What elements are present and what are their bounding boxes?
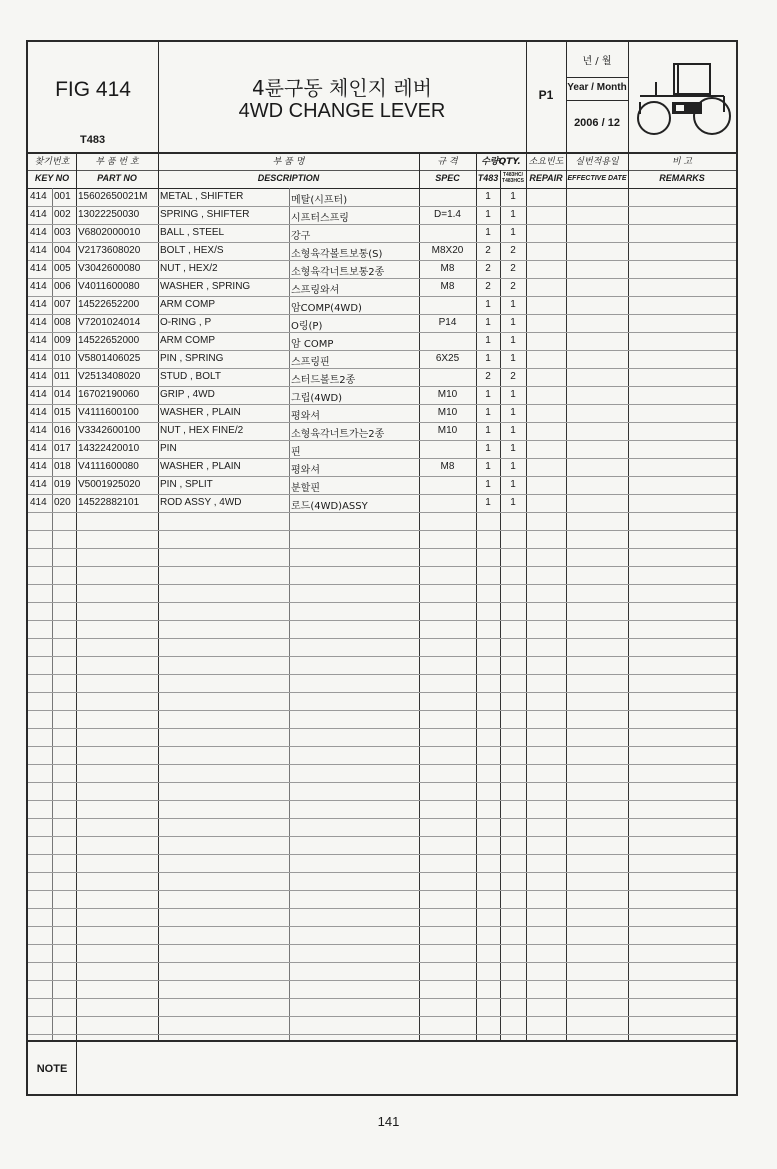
table-row <box>28 188 736 207</box>
empty-table-row <box>28 890 736 909</box>
cell-key: 018 <box>54 461 71 472</box>
cell-q1: 1 <box>485 389 491 400</box>
cell-q1: 1 <box>485 407 491 418</box>
empty-table-row <box>28 836 736 855</box>
cell-desc-ko: 소형육각너트보통2종 <box>291 267 385 278</box>
table-row <box>28 476 736 495</box>
note-section <box>28 1040 736 1096</box>
cell-desc-en: STUD , BOLT <box>160 371 221 382</box>
cell-key: 011 <box>54 371 70 382</box>
cell-fig: 414 <box>30 371 47 382</box>
cell-q2: 1 <box>510 389 516 400</box>
year-month-label-en: Year / Month <box>567 82 627 93</box>
tractor-icon <box>632 52 732 140</box>
cell-key: 010 <box>54 353 71 364</box>
header-part-no: PART NO <box>97 173 137 183</box>
table-row <box>28 458 736 477</box>
cell-desc-ko: 분할핀 <box>291 483 320 494</box>
cell-desc-en: O-RING , P <box>160 317 212 328</box>
cell-fig: 414 <box>30 443 47 454</box>
header-qty-t483hc: T483HC/ T483HCS <box>502 172 524 184</box>
page-reference: P1 <box>538 88 554 102</box>
cell-part: V2513408020 <box>78 371 141 382</box>
empty-table-row <box>28 710 736 729</box>
cell-q1: 1 <box>485 227 491 238</box>
cell-key: 003 <box>54 227 71 238</box>
cell-spec: D=1.4 <box>434 209 461 220</box>
cell-fig: 414 <box>30 209 47 220</box>
header-desc-ko: 부 품 명 <box>272 157 305 167</box>
cell-part: V4111600100 <box>78 407 139 418</box>
header-eff-ko: 실번적용일 <box>575 157 619 167</box>
cell-desc-en: ROD ASSY , 4WD <box>160 497 242 508</box>
table-row <box>28 368 736 387</box>
cell-q2: 1 <box>510 317 516 328</box>
empty-table-row <box>28 1016 736 1035</box>
empty-table-row <box>28 638 736 657</box>
cell-part: V5801406025 <box>78 353 141 364</box>
table-row <box>28 350 736 369</box>
cell-fig: 414 <box>30 335 47 346</box>
header-key-no: KEY NO <box>34 173 70 183</box>
cell-spec: M8 <box>440 281 455 292</box>
empty-table-row <box>28 764 736 783</box>
page-number: 141 <box>377 1114 400 1129</box>
header-qty-t483: T483 <box>477 173 499 183</box>
cell-part: 14322420010 <box>78 443 140 454</box>
cell-key: 007 <box>54 299 71 310</box>
cell-key: 014 <box>54 389 71 400</box>
table-row <box>28 404 736 423</box>
cell-desc-en: PIN , SPRING <box>160 353 224 364</box>
cell-q2: 1 <box>510 227 516 238</box>
cell-key: 016 <box>54 425 71 436</box>
header-remarks-ko: 비 고 <box>671 157 693 167</box>
empty-table-row <box>28 530 736 549</box>
cell-q2: 1 <box>510 299 516 310</box>
cell-fig: 414 <box>30 461 47 472</box>
cell-desc-en: NUT , HEX FINE/2 <box>160 425 244 436</box>
cell-desc-ko: 강구 <box>291 231 311 242</box>
cell-q2: 1 <box>510 461 516 472</box>
header-part-ko: 부 품 번 호 <box>95 157 139 167</box>
cell-part: V5001925020 <box>78 479 141 490</box>
table-row <box>28 224 736 243</box>
cell-q2: 1 <box>510 209 516 220</box>
cell-key: 017 <box>54 443 71 454</box>
table-row <box>28 440 736 459</box>
empty-table-row <box>28 818 736 837</box>
cell-q2: 1 <box>510 425 516 436</box>
cell-fig: 414 <box>30 425 47 436</box>
table-row <box>28 206 736 225</box>
cell-q1: 1 <box>485 479 491 490</box>
cell-q1: 1 <box>485 299 491 310</box>
cell-desc-ko: 스프링핀 <box>291 357 330 368</box>
cell-desc-ko: 암COMP(4WD) <box>291 303 362 314</box>
cell-q2: 1 <box>510 191 516 202</box>
note-label: NOTE <box>36 1063 68 1075</box>
cell-q2: 1 <box>510 497 516 508</box>
cell-key: 015 <box>54 407 71 418</box>
cell-q2: 2 <box>510 371 516 382</box>
cell-desc-en: WASHER , PLAIN <box>160 407 241 418</box>
cell-desc-en: WASHER , SPRING <box>160 281 251 292</box>
empty-table-row <box>28 548 736 567</box>
cell-q2: 2 <box>510 245 516 256</box>
cell-part: V3042600080 <box>78 263 141 274</box>
cell-key: 005 <box>54 263 71 274</box>
cell-key: 009 <box>54 335 71 346</box>
header-description: DESCRIPTION <box>257 173 320 183</box>
header-qty: 수량QTY. <box>481 157 521 167</box>
empty-table-row <box>28 908 736 927</box>
figure-block <box>28 42 158 152</box>
cell-q1: 1 <box>485 497 491 508</box>
cell-q1: 1 <box>485 191 491 202</box>
title-english: 4WD CHANGE LEVER <box>238 100 446 122</box>
cell-q1: 2 <box>485 245 491 256</box>
parts-table <box>28 188 736 1040</box>
cell-fig: 414 <box>30 479 47 490</box>
cell-part: 13022250030 <box>78 209 140 220</box>
cell-q1: 2 <box>485 281 491 292</box>
cell-desc-ko: 시프터스프링 <box>291 213 349 224</box>
figure-number: FIG 414 <box>55 78 131 101</box>
cell-desc-en: ARM COMP <box>160 299 215 310</box>
header-remarks: REMARKS <box>659 173 705 183</box>
cell-desc-ko: 평와셔 <box>291 411 320 422</box>
cell-desc-en: PIN <box>160 443 177 454</box>
cell-desc-ko: 핀 <box>291 447 301 458</box>
cell-desc-en: METAL , SHIFTER <box>160 191 244 202</box>
cell-spec: P14 <box>438 317 457 328</box>
empty-table-row <box>28 872 736 891</box>
cell-fig: 414 <box>30 245 47 256</box>
cell-q2: 1 <box>510 335 516 346</box>
empty-table-row <box>28 800 736 819</box>
cell-fig: 414 <box>30 497 47 508</box>
cell-key: 006 <box>54 281 71 292</box>
cell-spec: 6X25 <box>435 353 460 364</box>
cell-fig: 414 <box>30 353 47 364</box>
cell-q1: 1 <box>485 209 491 220</box>
cell-fig: 414 <box>30 299 47 310</box>
model-code: T483 <box>80 134 106 146</box>
cell-fig: 414 <box>30 263 47 274</box>
cell-q1: 1 <box>485 461 491 472</box>
empty-table-row <box>28 566 736 585</box>
empty-table-row <box>28 674 736 693</box>
table-row <box>28 494 736 513</box>
empty-table-row <box>28 692 736 711</box>
cell-part: 15602650021M <box>78 191 148 202</box>
cell-key: 020 <box>54 497 71 508</box>
cell-desc-ko: 그립(4WD) <box>291 393 343 404</box>
cell-key: 001 <box>54 191 71 202</box>
cell-desc-ko: 스터드볼트2종 <box>291 375 356 386</box>
cell-part: V4111600080 <box>78 461 139 472</box>
cell-desc-en: PIN , SPLIT <box>160 479 213 490</box>
cell-q2: 1 <box>510 407 516 418</box>
year-month-label-ko: 년 / 월 <box>582 56 612 67</box>
title-korean: 4륜구동 체인지 레버 <box>252 76 432 100</box>
cell-q2: 1 <box>510 443 516 454</box>
empty-table-row <box>28 944 736 963</box>
cell-desc-en: GRIP , 4WD <box>160 389 215 400</box>
cell-part: 16702190060 <box>78 389 140 400</box>
cell-q2: 1 <box>510 353 516 364</box>
cell-desc-en: BOLT , HEX/S <box>160 245 224 256</box>
empty-table-row <box>28 998 736 1017</box>
cell-key: 002 <box>54 209 71 220</box>
cell-spec: M10 <box>437 389 458 400</box>
cell-part: V3342600100 <box>78 425 141 436</box>
empty-table-row <box>28 656 736 675</box>
cell-desc-ko: O링(P) <box>291 321 323 332</box>
cell-part: V7201024014 <box>78 317 141 328</box>
cell-q2: 1 <box>510 479 516 490</box>
empty-table-row <box>28 512 736 531</box>
table-row <box>28 332 736 351</box>
header-spec-ko: 규 격 <box>437 157 458 167</box>
cell-part: 14522652200 <box>78 299 140 310</box>
cell-part: V4011600080 <box>78 281 140 292</box>
cell-key: 004 <box>54 245 71 256</box>
cell-part: 14522652000 <box>78 335 140 346</box>
table-row <box>28 314 736 333</box>
cell-desc-en: ARM COMP <box>160 335 215 346</box>
cell-part: V2173608020 <box>78 245 141 256</box>
cell-desc-en: NUT , HEX/2 <box>160 263 218 274</box>
cell-fig: 414 <box>30 191 47 202</box>
empty-table-row <box>28 746 736 765</box>
cell-desc-en: WASHER , PLAIN <box>160 461 241 472</box>
cell-part: V6802000010 <box>78 227 141 238</box>
table-row <box>28 386 736 405</box>
empty-table-row <box>28 962 736 981</box>
empty-table-row <box>28 854 736 873</box>
cell-spec: M8X20 <box>431 245 464 256</box>
empty-table-row <box>28 728 736 747</box>
table-row <box>28 422 736 441</box>
cell-fig: 414 <box>30 407 47 418</box>
cell-spec: M8 <box>440 263 455 274</box>
cell-desc-en: SPRING , SHIFTER <box>160 209 250 220</box>
table-row <box>28 242 736 261</box>
cell-spec: M10 <box>437 425 458 436</box>
cell-fig: 414 <box>30 281 47 292</box>
empty-table-row <box>28 980 736 999</box>
header-effective-date: EFFECTIVE DATE <box>567 175 627 182</box>
cell-desc-ko: 메탈(시프터) <box>291 195 348 206</box>
empty-table-row <box>28 620 736 639</box>
cell-desc-ko: 로드(4WD)ASSY <box>291 501 368 512</box>
cell-desc-ko: 소형육각너트가는2종 <box>291 429 385 440</box>
empty-table-row <box>28 926 736 945</box>
year-month-value: 2006 / 12 <box>574 117 620 129</box>
table-row <box>28 296 736 315</box>
cell-desc-ko: 스프링와셔 <box>291 285 340 296</box>
parts-list-sheet <box>26 40 738 1096</box>
header-spec: SPEC <box>435 173 460 183</box>
cell-q2: 2 <box>510 281 516 292</box>
cell-desc-ko: 암 COMP <box>291 339 334 350</box>
cell-q1: 1 <box>485 317 491 328</box>
empty-table-row <box>28 782 736 801</box>
empty-table-row <box>28 602 736 621</box>
empty-table-row <box>28 584 736 603</box>
cell-spec: M8 <box>440 461 455 472</box>
cell-q2: 2 <box>510 263 516 274</box>
cell-fig: 414 <box>30 317 47 328</box>
cell-key: 019 <box>54 479 71 490</box>
cell-desc-en: BALL , STEEL <box>160 227 225 238</box>
cell-fig: 414 <box>30 389 47 400</box>
cell-desc-ko: 소형육각볼트보통(S) <box>291 249 383 260</box>
cell-fig: 414 <box>30 227 47 238</box>
header-repair: REPAIR <box>529 173 563 183</box>
cell-key: 008 <box>54 317 71 328</box>
cell-q1: 2 <box>485 371 491 382</box>
cell-desc-ko: 평와셔 <box>291 465 320 476</box>
table-row <box>28 260 736 279</box>
cell-q1: 1 <box>485 425 491 436</box>
cell-q1: 1 <box>485 353 491 364</box>
column-headers <box>28 152 736 189</box>
header-key-ko: 찾기번호 <box>34 157 70 167</box>
cell-spec: M10 <box>437 407 458 418</box>
cell-q1: 1 <box>485 335 491 346</box>
cell-part: 14522882101 <box>78 497 140 508</box>
cell-q1: 1 <box>485 443 491 454</box>
cell-q1: 2 <box>485 263 491 274</box>
table-row <box>28 278 736 297</box>
header-repair-ko: 소요빈도 <box>528 157 564 167</box>
sheet-header <box>28 42 736 154</box>
